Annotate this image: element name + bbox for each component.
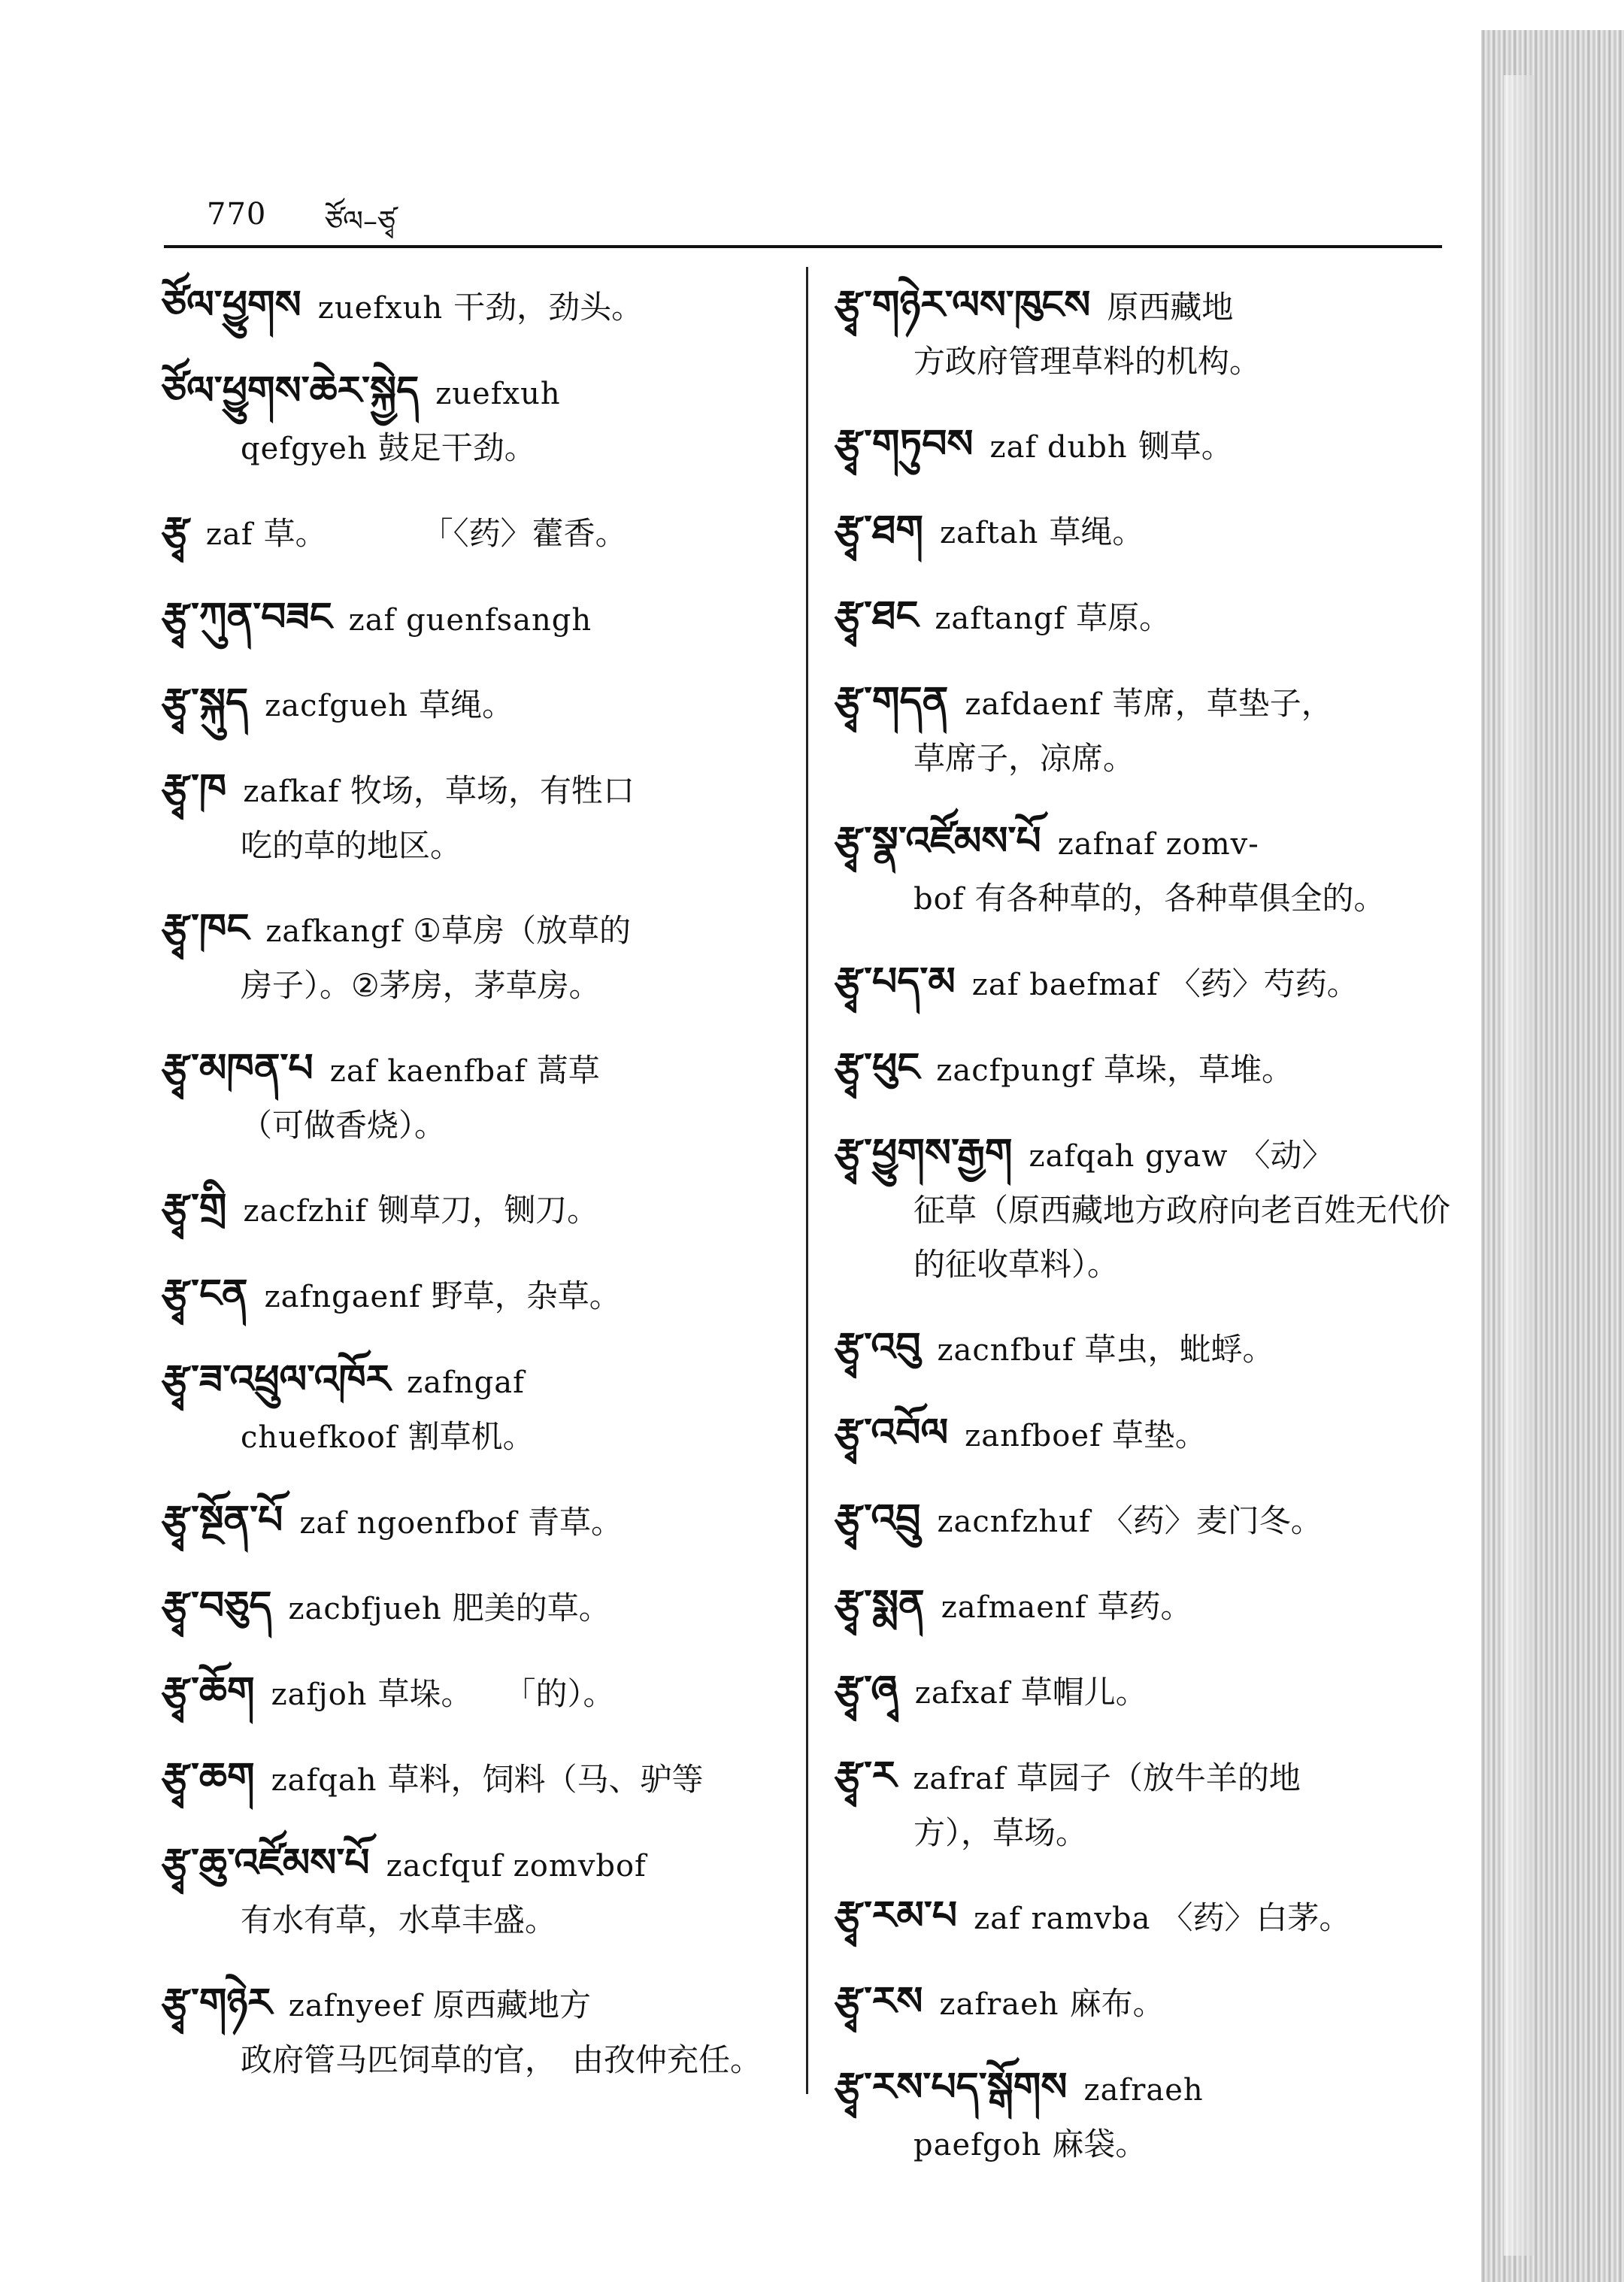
entry-gloss: 原西藏地方 <box>432 1987 591 2023</box>
entry-romanization: zafnyeef <box>288 1989 423 2023</box>
entry-gloss: 草帽儿。 <box>1020 1674 1147 1711</box>
entry-headword: རྩྭ་རས་པད་སྒོགས <box>835 2065 1068 2110</box>
dictionary-entry <box>162 762 778 873</box>
right-column <box>835 278 1459 2201</box>
dictionary-entry <box>162 590 778 647</box>
dictionary-entry <box>162 1353 778 1465</box>
dictionary-entry <box>835 1749 1459 1860</box>
entry-headword: རྩྭ་ཆོག <box>162 1669 255 1714</box>
dictionary-entry <box>835 1889 1459 1946</box>
entry-headword: རྩྭ་ཕྱུགས་རྒྱག <box>835 1131 1013 1176</box>
entry-headword: རྩྭ་གདན <box>835 679 949 724</box>
entry-continuation <box>162 959 778 1013</box>
dictionary-entry <box>162 1493 778 1550</box>
entry-continuation-gloss: 方政府管理草料的机构。 <box>914 343 1262 380</box>
entry-romanization: zacnfbuf <box>937 1333 1074 1368</box>
dictionary-entry <box>835 1041 1459 1098</box>
entry-headword: རྩྭ་སྣ་འཛོམས་པོ <box>835 819 1041 864</box>
dictionary-entry <box>162 1579 778 1636</box>
entry-headword: རྩྭ་ཕུང <box>835 1045 920 1090</box>
entry-headword: ཙོལ་ཕྱུགས <box>162 283 301 328</box>
page-edge-shadow <box>1481 30 1624 2282</box>
entry-headword: རྩྭ་འབོལ <box>835 1411 949 1456</box>
entry-continuation-gloss: 房子）。②茅房，茅草房。 <box>241 967 601 1004</box>
entry-gloss: 草园子（放牛羊的地 <box>1016 1759 1301 1796</box>
entry-headword: རྩྭ་གཉེར་ལས་ཁུངས <box>835 283 1091 328</box>
dictionary-entry <box>835 589 1459 646</box>
entry-headword: རྩྭ་ཐང <box>835 593 919 638</box>
dictionary-entry <box>835 503 1459 560</box>
entry-gloss: 麻布。 <box>1069 1985 1165 2022</box>
entry-continuation <box>162 1893 778 1947</box>
entry-romanization: zacfzhif <box>243 1194 368 1229</box>
entry-gloss: 草虫，蚍蜉。 <box>1084 1331 1274 1368</box>
entry-gloss: 肥美的草。 <box>452 1590 611 1626</box>
entry-continuation <box>835 2117 1459 2172</box>
entry-gloss: 苇席，草垫子， <box>1111 685 1333 722</box>
entry-romanization: zaf ngoenfbof <box>299 1506 517 1541</box>
entry-gloss: 草药。 <box>1097 1588 1192 1625</box>
dictionary-entry <box>835 955 1459 1012</box>
entry-continuation-romanization: bof <box>914 882 965 917</box>
entry-headword: རྩྭ་ཁ <box>162 766 227 811</box>
entry-romanization: zafraf <box>913 1762 1006 1796</box>
dictionary-entry <box>162 1181 778 1238</box>
entry-romanization: zaftah <box>939 516 1039 550</box>
header-rule <box>164 245 1442 248</box>
entry-headword: རྩྭ་ཆག <box>162 1755 255 1800</box>
entry-headword: རྩྭ་སྐུད <box>162 680 249 726</box>
entry-headword: རྩྭ <box>162 509 189 554</box>
entry-continuation-gloss: 有各种草的，各种草俱全的。 <box>974 880 1386 917</box>
entry-romanization: zaf <box>205 517 253 552</box>
entry-headword: རྩྭ་ཆུ་འཛོམས་པོ <box>162 1841 370 1886</box>
entry-continuation-romanization: qefgyeh <box>241 432 368 466</box>
dictionary-entry <box>162 1041 778 1153</box>
entry-gloss: 干劲，劲头。 <box>453 289 644 326</box>
entry-romanization: zafkaf <box>243 774 340 809</box>
entry-headword: རྩྭ་གཉེར <box>162 1980 272 2026</box>
entry-headword: རྩྭ་པད་མ <box>835 959 956 1005</box>
entry-gloss: 野草，杂草。 <box>431 1277 621 1314</box>
entry-headword: རྩྭ་སྔོན་པོ <box>162 1498 283 1543</box>
entry-headword: རྩྭ་རམ་པ <box>835 1893 958 1938</box>
dictionary-entry <box>835 1974 1459 2032</box>
dictionary-entry <box>835 417 1459 474</box>
entry-headword: རྩྭ་ཟ་འཕྲུལ་འཁོར <box>162 1357 391 1402</box>
entry-gloss: 草绳。 <box>1049 514 1144 550</box>
entry-gloss: 草。 「〈药〉藿香。 <box>263 515 627 552</box>
entry-headword: རྩྭ་རས <box>835 1979 923 2024</box>
entry-headword: རྩྭ་ར <box>835 1753 897 1799</box>
entry-headword: རྩྭ་ཐག <box>835 508 923 553</box>
entry-continuation-gloss: 有水有草，水草丰盛。 <box>241 1902 557 1938</box>
dictionary-entry <box>162 1267 778 1324</box>
entry-gloss: 草料，饲料（马、驴等 <box>387 1761 704 1798</box>
entry-headword: རྩྭ་གྲི <box>162 1186 227 1231</box>
dictionary-entry <box>835 2060 1459 2172</box>
entry-gloss: 草垫。 <box>1111 1417 1207 1453</box>
entry-headword: རྩྭ་འབྲུ <box>835 1496 921 1541</box>
entry-gloss: 草垛。 「的）。 <box>377 1675 615 1712</box>
entry-gloss: 草绳。 <box>419 686 514 723</box>
entry-romanization: zafraeh <box>939 1987 1059 2022</box>
entry-headword: རྩྭ་སྨན <box>835 1582 925 1627</box>
entry-continuation <box>162 1410 778 1465</box>
entry-continuation-gloss: 草席子，凉席。 <box>914 740 1135 777</box>
dictionary-entry <box>835 674 1459 786</box>
dictionary-entry <box>835 1126 1459 1292</box>
dictionary-entry <box>835 1663 1459 1720</box>
entry-continuation <box>162 1099 778 1153</box>
entry-continuation-gloss: 鼓足干劲。 <box>377 429 536 466</box>
entry-gloss: 蒿草 <box>536 1052 600 1089</box>
running-head: ཙོལ–ཙྭ <box>325 205 396 238</box>
entry-romanization: zafjoh <box>271 1677 368 1712</box>
entry-continuation <box>162 421 778 476</box>
entry-romanization: zacfpungf <box>936 1053 1093 1088</box>
dictionary-entry <box>835 814 1459 926</box>
entry-continuation-gloss: 政府管马匹饲草的官， 由孜仲充任。 <box>241 2041 762 2078</box>
entry-headword: རྩྭ་ངན <box>162 1271 248 1317</box>
entry-gloss: 〈药〉麦门冬。 <box>1101 1502 1323 1539</box>
entry-gloss: 铡草刀，铡刀。 <box>377 1192 599 1229</box>
entry-continuation-gloss: 征草（原西藏地方政府向老百姓无代价的征收草料）。 <box>914 1192 1451 1283</box>
dictionary-entry <box>835 1320 1459 1377</box>
dictionary-entry <box>835 1406 1459 1463</box>
entry-continuation <box>835 732 1459 786</box>
dictionary-entry <box>162 902 778 1013</box>
entry-continuation <box>835 1806 1459 1860</box>
entry-gloss: ①草房（放草的 <box>413 912 631 949</box>
entry-continuation <box>835 1183 1459 1292</box>
dictionary-entry <box>162 1836 778 1947</box>
dictionary-entry <box>162 364 778 476</box>
entry-continuation-gloss: 方），草场。 <box>914 1814 1088 1851</box>
column-divider <box>806 267 808 2094</box>
entry-romanization: zaf kaenfbaf <box>329 1054 526 1089</box>
dictionary-entry <box>835 1492 1459 1549</box>
entry-romanization: zacfquf zomvbof <box>386 1849 647 1883</box>
entry-romanization: zaf baefmaf <box>971 968 1159 1002</box>
page-edge-highlight <box>1504 75 1534 2256</box>
left-column <box>162 278 778 2116</box>
entry-gloss: 青草。 <box>527 1504 623 1541</box>
entry-romanization: zafdaenf <box>965 687 1101 722</box>
entry-gloss: 〈动〉 <box>1238 1137 1334 1174</box>
entry-romanization: zafxaf <box>914 1676 1010 1711</box>
dictionary-entry <box>162 676 778 733</box>
dictionary-entry <box>162 1976 778 2087</box>
entry-continuation-gloss: 割草机。 <box>408 1418 535 1455</box>
entry-romanization: zuefxuh <box>317 291 444 326</box>
dictionary-entry <box>162 1665 778 1722</box>
entry-continuation-romanization: chuefkoof <box>241 1420 398 1455</box>
entry-romanization: zacnfzhuf <box>937 1505 1091 1539</box>
entry-gloss: 草垛，草堆。 <box>1103 1051 1293 1088</box>
entry-romanization: zaftangf <box>935 602 1066 636</box>
entry-romanization: zafnaf zomv- <box>1057 827 1259 862</box>
dictionary-entry <box>162 278 778 335</box>
entry-continuation-gloss: 麻袋。 <box>1052 2126 1147 2162</box>
entry-headword: རྩྭ་ཁང <box>162 906 250 951</box>
entry-romanization: zaf dubh <box>989 430 1128 465</box>
dictionary-entry <box>162 1750 778 1808</box>
entry-headword: རྩྭ་གཏུབས <box>835 422 974 467</box>
entry-headword: རྩྭ་ཀུན་བཟང <box>162 595 332 640</box>
entry-romanization: zaf ramvba <box>974 1902 1151 1936</box>
entry-gloss: 〈药〉芍药。 <box>1168 965 1359 1002</box>
entry-romanization: zacfgueh <box>265 689 409 723</box>
entry-headword: རྩྭ་འབུ <box>835 1325 921 1370</box>
entry-continuation-romanization: paefgoh <box>914 2128 1042 2162</box>
entry-continuation-gloss: （可做香烧）。 <box>241 1107 447 1144</box>
entry-headword: ཙོལ་ཕྱུགས་ཆེར་སྐྱེད <box>162 368 420 414</box>
entry-headword: རྩྭ་མཁན་པ <box>162 1046 314 1091</box>
entry-headword: རྩྭ་བཅུད <box>162 1583 272 1629</box>
entry-continuation <box>835 335 1459 389</box>
entry-continuation-gloss: 吃的草的地区。 <box>241 827 462 864</box>
entry-gloss: 〈药〉白茅。 <box>1161 1899 1351 1936</box>
entry-romanization: zafngaf <box>407 1365 525 1400</box>
entry-romanization: zafqah gyaw <box>1029 1139 1229 1174</box>
entry-romanization: zaf guenfsangh <box>348 603 592 638</box>
entry-romanization: zafngaenf <box>264 1280 421 1314</box>
dictionary-entry <box>835 278 1459 389</box>
entry-gloss: 原西藏地 <box>1107 289 1234 326</box>
entry-romanization: zafraeh <box>1083 2073 1204 2108</box>
dictionary-entry <box>835 1577 1459 1635</box>
entry-romanization: zafqah <box>271 1763 377 1798</box>
entry-gloss: 铡草。 <box>1138 428 1233 465</box>
entry-continuation <box>162 819 778 873</box>
entry-headword: རྩྭ་ཞྭ <box>835 1668 898 1713</box>
entry-continuation <box>162 2033 778 2087</box>
entry-romanization: zuefxuh <box>435 377 561 411</box>
entry-romanization: zacbfjueh <box>288 1592 442 1626</box>
entry-romanization: zafmaenf <box>941 1590 1087 1625</box>
entry-gloss: 牧场，草场，有牲口 <box>350 772 635 809</box>
entry-romanization: zanfboef <box>965 1419 1101 1453</box>
entry-romanization: zafkangf <box>265 914 403 949</box>
entry-continuation <box>835 871 1459 926</box>
page-number: 770 <box>207 197 267 232</box>
entry-gloss: 草原。 <box>1076 599 1171 636</box>
dictionary-entry <box>162 505 778 562</box>
